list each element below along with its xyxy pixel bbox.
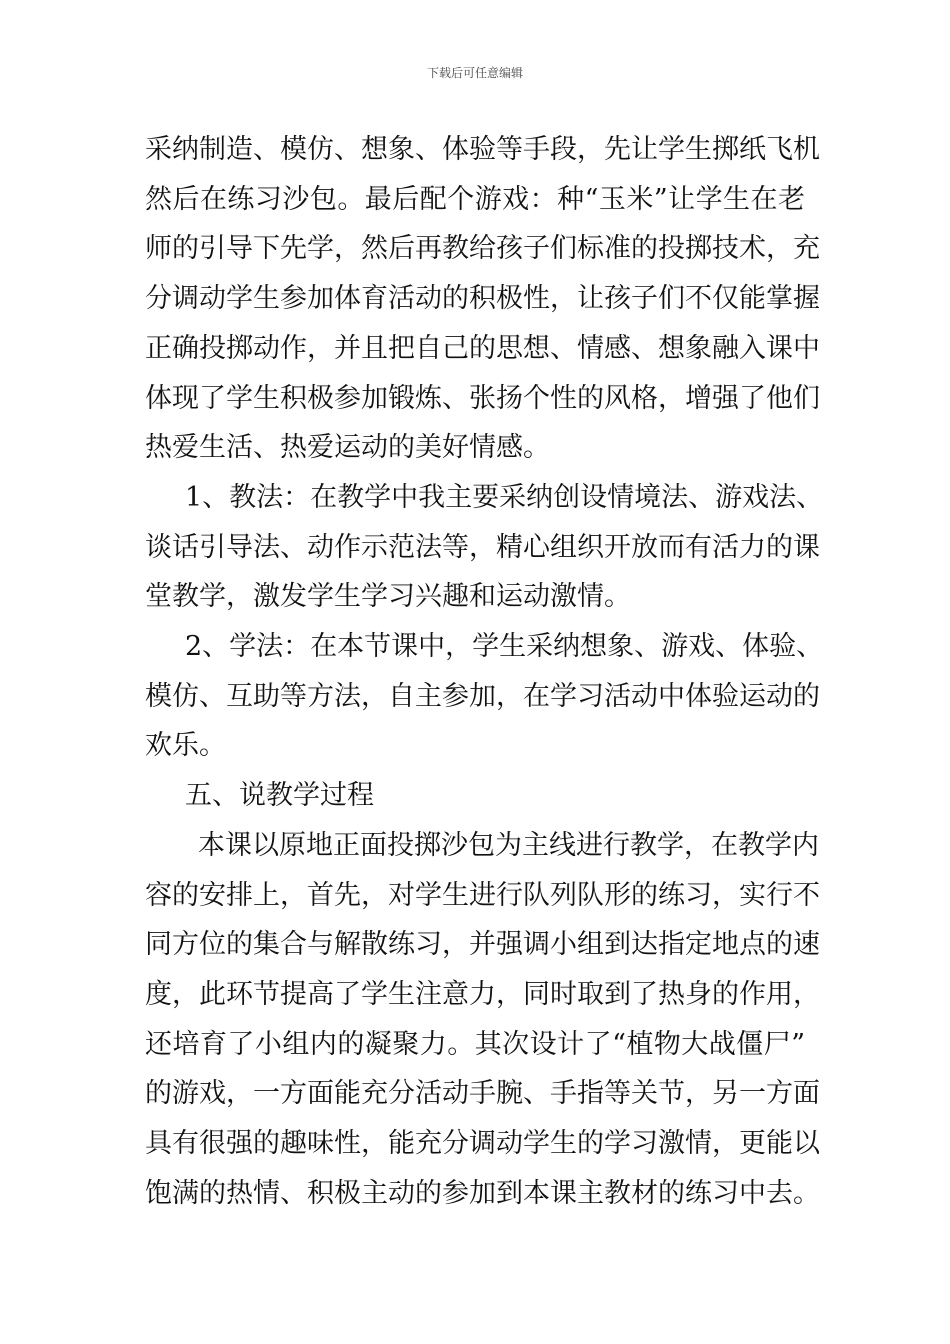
text-line: 正确投掷动作，并且把自己的思想、情感、想象融入课中 [145, 332, 820, 364]
text-line: 师的引导下先学，然后再教给孩子们标准的投掷技术，充 [145, 233, 820, 265]
text-line: 体现了学生积极参加锻炼、张扬个性的风格，增强了他们 [145, 382, 820, 414]
text-line: 1、教法：在教学中我主要采纳创设情境法、游戏法、 [185, 481, 824, 513]
text-line: 欢乐。 [145, 730, 226, 762]
text-line: 五、说教学过程 [185, 780, 374, 812]
text-line: 具有很强的趣味性，能充分调动学生的学习激情，更能以 [145, 1128, 820, 1159]
text-line: 还培育了小组内的凝聚力。其次设计了“植物大战僵尸” [145, 1028, 805, 1060]
text-line: 热爱生活、热爱运动的美好情感。 [145, 432, 550, 464]
text-line: 堂教学，激发学生学习兴趣和运动激情。 [145, 581, 631, 613]
text-line: 模仿、互助等方法，自主参加，在学习活动中体验运动的 [145, 680, 820, 712]
text-line: 采纳制造、模仿、想象、体验等手段，先让学生掷纸飞机 [145, 134, 820, 165]
text-line: 饱满的热情、积极主动的参加到本课主教材的练习中去。 [145, 1177, 820, 1209]
text-line: 2、学法：在本节课中，学生采纳想象、游戏、体验、 [185, 631, 824, 662]
text-line: 然后在练习沙包。最后配个游戏：种“玉米”让学生在老 [145, 183, 805, 215]
text-line: 度，此环节提高了学生注意力，同时取到了热身的作用， [145, 978, 820, 1010]
page-header: 下载后可任意编辑 [426, 66, 523, 80]
text-line: 本课以原地正面投掷沙包为主线进行教学，在教学内 [198, 829, 819, 861]
text-line: 谈话引导法、动作示范法等，精心组织开放而有活力的课 [145, 531, 820, 563]
text-line: 容的安排上，首先，对学生进行队列队形的练习，实行不 [145, 879, 820, 911]
text-line: 的游戏，一方面能充分活动手腕、手指等关节，另一方面 [145, 1078, 820, 1110]
text-line: 同方位的集合与解散练习，并强调小组到达指定地点的速 [145, 929, 820, 961]
text-line: 分调动学生参加体育活动的积极性，让孩子们不仅能掌握 [145, 283, 820, 315]
